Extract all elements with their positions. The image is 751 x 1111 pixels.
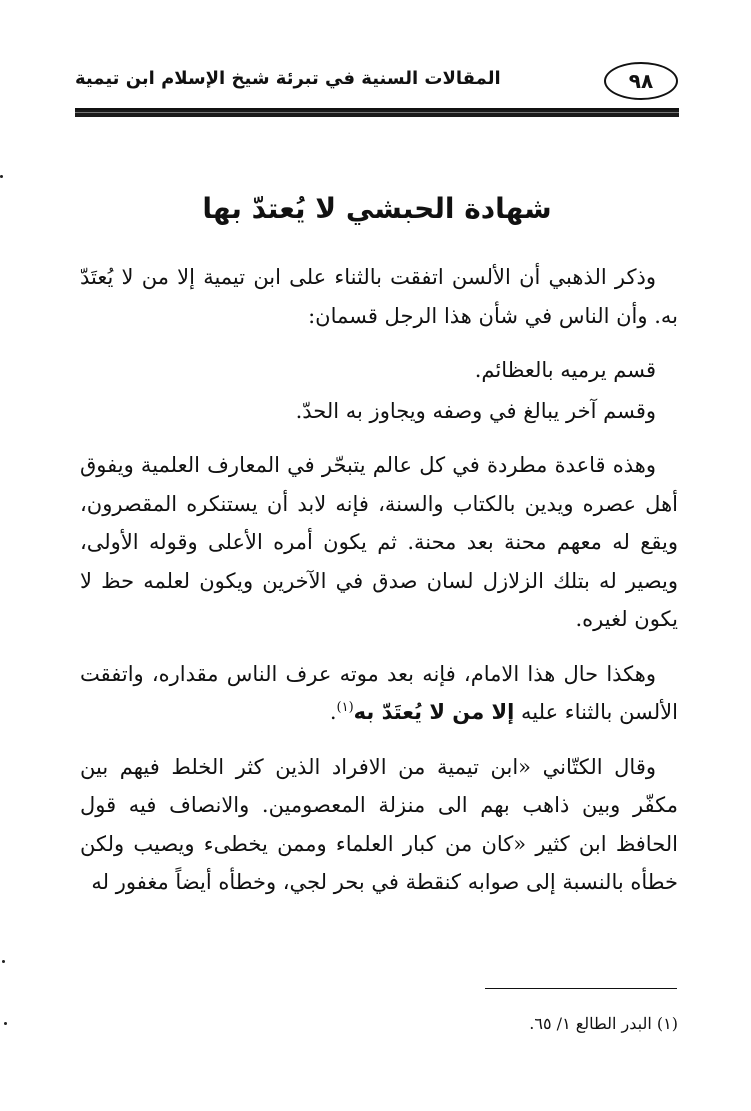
section-heading: شهادة الحبشي لا يُعتدّ بها (202, 192, 552, 225)
paragraph-5 (80, 655, 678, 732)
footnote-marker[interactable]: (١) (336, 700, 354, 715)
paragraph-2: قسم يرميه بالعظائم. (474, 358, 656, 382)
footnote-text: البدر الطالع ١/ ٦٥. (529, 1014, 652, 1033)
paragraph-5-end: . (329, 700, 337, 724)
paragraph-1: وذكر الذهبي أن الألسن اتفقت بالثناء على ابن تيمية إلا من لا يُعتَدّ به. وأن الناس في شأن هذا الرجل قسمان: (80, 265, 678, 328)
scan-speck (4, 1022, 7, 1025)
footnote-number: (١) (656, 1014, 678, 1033)
footnote-rule (485, 988, 677, 989)
body-text (80, 258, 678, 918)
footnote (80, 1014, 678, 1033)
page-header (75, 62, 678, 102)
paragraph-5-text: وهكذا حال هذا الامام، فإنه بعد موته عرف الناس مقداره، واتفقت الألسن بالثناء عليه (80, 661, 678, 724)
scan-speck (2, 960, 5, 963)
scan-speck (0, 175, 3, 178)
running-title: المقالات السنية في تبرئة شيخ الإسلام ابن تيمية (75, 68, 501, 89)
paragraph-5-bold: إلا من لا يُعتَدّ به (353, 700, 515, 724)
paragraph-4: وهذه قاعدة مطردة في كل عالم يتبحّر في المعارف العلمية ويفوق أهل عصره ويدين بالكتاب والسنة، فإنه لابد أن يستنكره المقصرون، ويقع له معهم محنة بعد محنة. ثم يكون أمره الأعلى وقوله الأولى، ويصير له بتلك الزلازل لسان صدق في الآخرين ويكون لعلمه حظ لا يكون لغيره. (80, 453, 678, 631)
paragraph-6: وقال الكتّاني «ابن تيمية من الافراد الذين كثر الخلط فيهم بين مكفّر وبين ذاهب بهم الى منزلة المعصومين. والانصاف فيه قول الحافظ ابن كثير «كان من كبار العلماء وممن يخطىء ويصيب ولكن خطأه بالنسبة إلى صوابه كنقطة في بحر لجي، وخطأه أيضاً مغفور له (80, 754, 678, 894)
header-rule (75, 108, 679, 117)
page-number-badge: ٩٨ (604, 62, 678, 100)
paragraph-3: وقسم آخر يبالغ في وصفه ويجاوز به الحدّ. (295, 398, 656, 423)
